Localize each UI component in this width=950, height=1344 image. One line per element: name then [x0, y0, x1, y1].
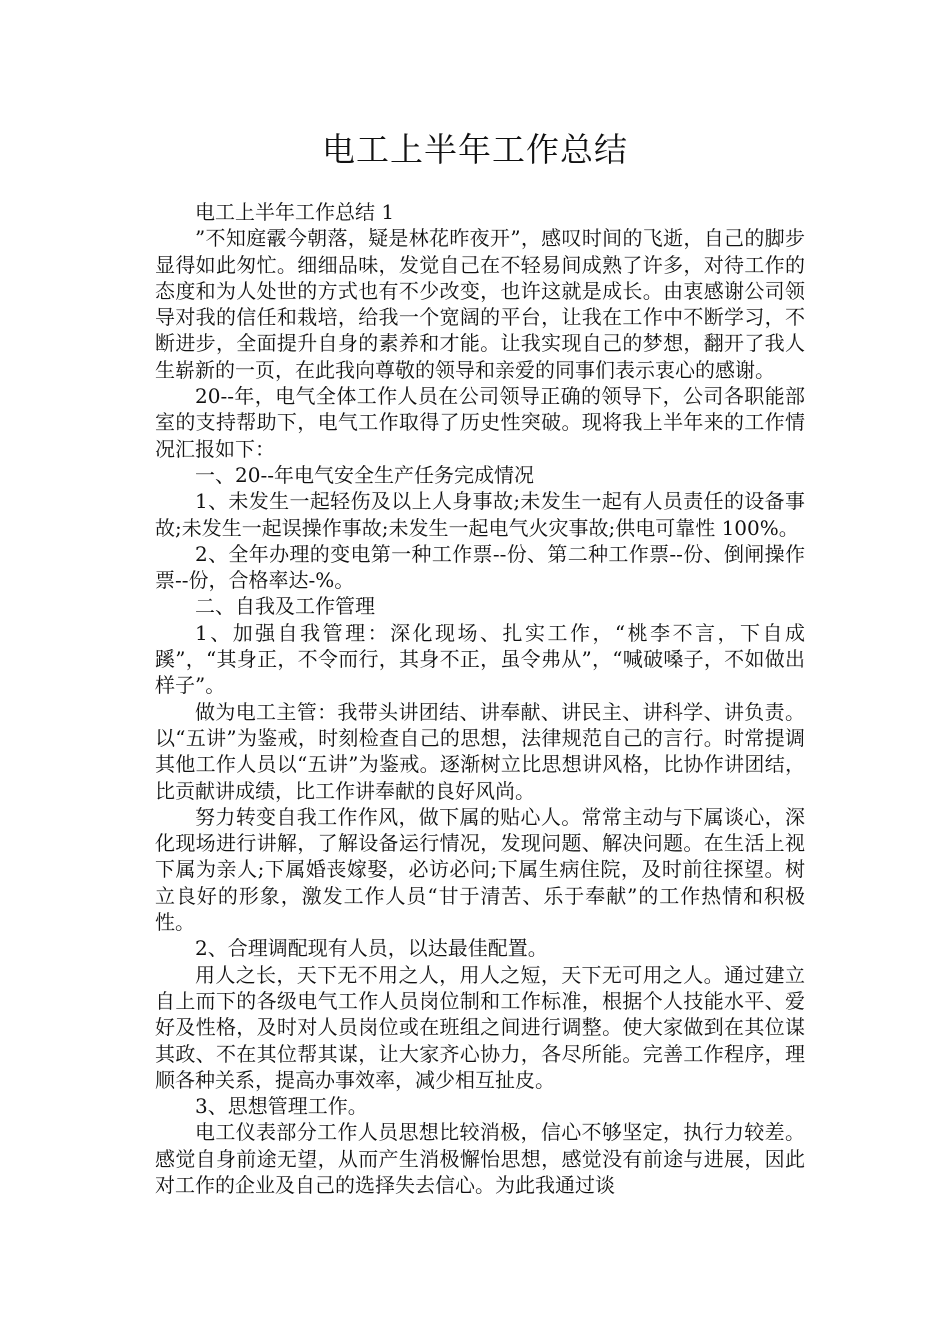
paragraph-safety-1: 1、未发生一起轻伤及以上人身事故;未发生一起有人员责任的设备事故;未发生一起误操作事故;未发生一起电气火灾事故;供电可靠性 100%。 [155, 489, 805, 540]
section-heading-management: 二、自我及工作管理 [195, 594, 375, 619]
paragraph-management-1: 1、加强自我管理：深化现场、扎实工作，“桃李不言，下自成蹊”，“其身正，不令而行，其身不正，虽令弗从”，“喊破嗓子，不如做出样子”。 [155, 620, 805, 698]
paragraph-safety-2: 2、全年办理的变电第一种工作票--份、第二种工作票--份、倒闸操作票--份，合格率达-%。 [155, 541, 805, 593]
paragraph-work-style: 努力转变自我工作作风，做下属的贴心人。常常主动与下属谈心，深化现场进行讲解，了解设备运行情况，发现问题、解决问题。在生活上视下属为亲人;下属婚丧嫁娶，必访必问;下属生病住院，及时前往探望。树立良好的形象，激发工作人员“甘于清苦、乐于奉献”的工作热情和积极性。 [155, 804, 805, 935]
paragraph-staffing: 用人之长，天下无不用之人，用人之短，天下无可用之人。通过建立自上而下的各级电气工作人员岗位制和工作标准，根据个人技能水平、爱好及性格，及时对人员岗位或在班组之间进行调整。使大家做到在其位谋其政、不在其位帮其谋，让大家齐心协力，各尽所能。完善工作程序，理顺各种关系，提高办事效率，减少相互扯皮。 [155, 962, 805, 1092]
paragraph-management-3: 3、思想管理工作。 [195, 1094, 368, 1119]
paragraph-management-2: 2、合理调配现有人员，以达最佳配置。 [195, 936, 548, 961]
section-heading-safety: 一、20--年电气安全生产任务完成情况 [195, 462, 534, 487]
paragraph-intro: ”不知庭霰今朝落，疑是林花昨夜开”，感叹时间的飞逝，自己的脚步显得如此匆忙。细细品味，发觉自己在不轻易间成熟了许多，对待工作的态度和为人处世的方式也有不少改变，也许这就是成长。由衷感谢公司领导对我的信任和栽培，给我一个宽阔的平台，让我在工作中不断学习，不断进步，全面提升自身的素养和才能。让我实现自己的梦想，翻开了我人生崭新的一页，在此我向尊敬的领导和亲爱的同事们表示衷心的感谢。 [155, 226, 805, 382]
document-body [155, 199, 805, 1198]
paragraph-mindset: 电工仪表部分工作人员思想比较消极，信心不够坚定，执行力较差。感觉自身前途无望，从而产生消极懈怡思想，感觉没有前途与进展，因此对工作的企业及自己的选择失去信心。为此我通过谈 [155, 1120, 805, 1197]
paragraph-supervisor: 做为电工主管：我带头讲团结、讲奉献、讲民主、讲科学、讲负责。以“五讲”为鉴戒，时刻检查自己的思想，法律规范自己的言行。时常提调其他工作人员以“五讲”为鉴戒。逐渐树立比思想讲风格，比协作讲团结，比贡献讲成绩，比工作讲奉献的良好风尚。 [155, 699, 805, 803]
paragraph-overview: 20--年，电气全体工作人员在公司领导正确的领导下，公司各职能部室的支持帮助下，电气工作取得了历史性突破。现将我上半年来的工作情况汇报如下： [155, 384, 805, 461]
document-title: 电工上半年工作总结 [322, 130, 628, 169]
paragraph-heading-1: 电工上半年工作总结 1 [195, 200, 395, 224]
